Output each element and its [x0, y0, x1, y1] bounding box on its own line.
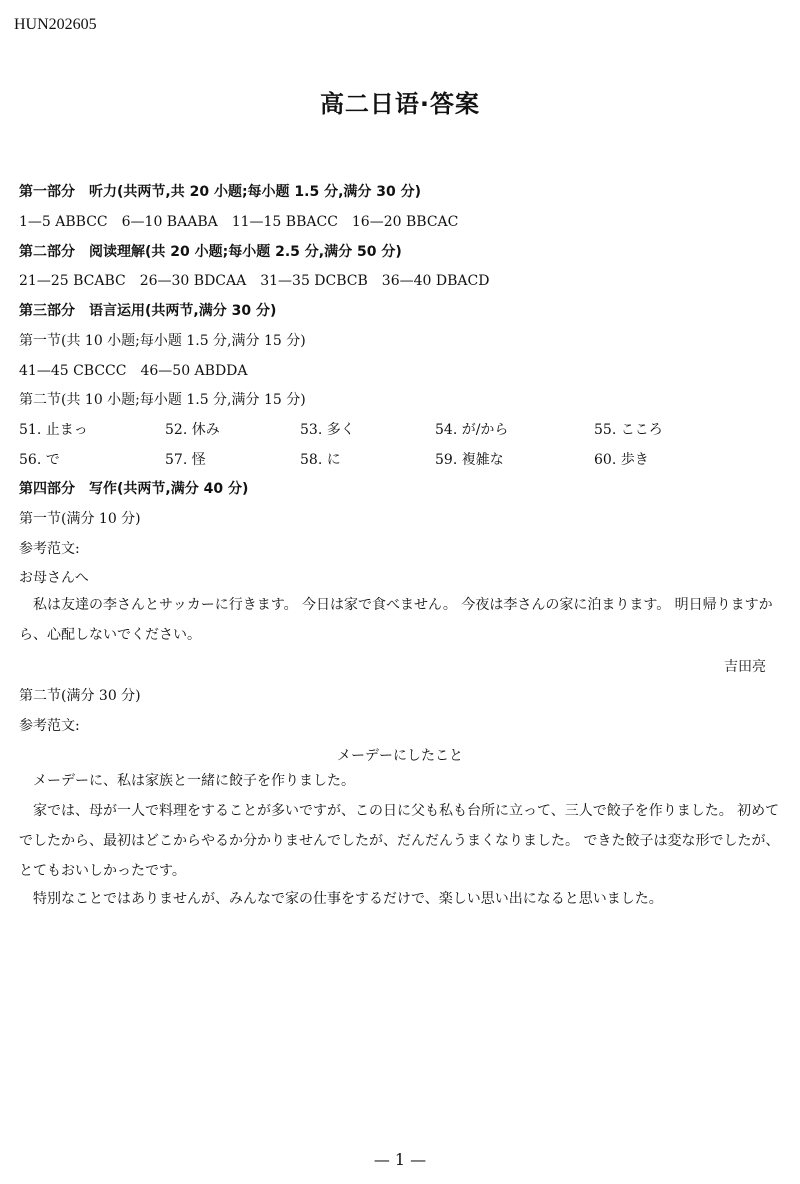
- essay-paragraph-1: メーデーに、私は家族と一緒に餃子を作りました。: [33, 773, 355, 789]
- answer-51: 51. 止まっ: [19, 422, 88, 438]
- part3-section1-answers: 41—45 CBCCC 46—50 ABDDA: [19, 363, 248, 379]
- answer-60: 60. 歩き: [594, 452, 649, 468]
- essay-paragraph-3: 特別なことではありませんが、みんなで家の仕事をするだけで、楽しい思い出になると思いました。: [33, 891, 663, 907]
- part4-heading: 第四部分 写作(共两节,满分 40 分): [19, 481, 249, 497]
- answer-58: 58. に: [300, 452, 341, 468]
- answer-56: 56. で: [19, 452, 60, 468]
- reference-label: 参考范文:: [19, 541, 80, 557]
- answer-53: 53. 多く: [300, 422, 355, 438]
- part2-heading: 第二部分 阅读理解(共 20 小题;每小题 2.5 分,满分 50 分): [19, 244, 402, 260]
- answer-54: 54. が/から: [435, 422, 509, 438]
- part3-section1-heading: 第一节(共 10 小题;每小题 1.5 分,满分 15 分): [19, 333, 306, 349]
- essay-title: メーデーにしたこと: [337, 748, 463, 764]
- answer-55: 55. こころ: [594, 422, 663, 438]
- answer-57: 57. 怪: [165, 452, 206, 468]
- part4-section2-heading: 第二节(满分 30 分): [19, 688, 141, 704]
- letter-salutation: お母さんへ: [19, 570, 89, 586]
- part4-section1-heading: 第一节(满分 10 分): [19, 511, 141, 527]
- part1-heading: 第一部分 听力(共两节,共 20 小题;每小题 1.5 分,满分 30 分): [19, 184, 422, 200]
- part3-section2-heading: 第二节(共 10 小题;每小题 1.5 分,满分 15 分): [19, 392, 306, 408]
- letter-signature: 吉田亮: [724, 659, 766, 675]
- part3-heading: 第三部分 语言运用(共两节,满分 30 分): [19, 303, 277, 319]
- page-number: — 1 —: [373, 1150, 427, 1169]
- page-title: 高二日语·答案: [319, 90, 481, 118]
- answer-59: 59. 複雑な: [435, 452, 504, 468]
- part2-answers: 21—25 BCABC 26—30 BDCAA 31—35 DCBCB 36—40 DBACD: [19, 273, 490, 289]
- answer-52: 52. 休み: [165, 422, 220, 438]
- document-code: HUN202605: [14, 16, 97, 33]
- essay-paragraph-2: 家では、母が一人で料理をすることが多いですが、この日に父も私も台所に立って、三人で餃子を作りました。 初めてでしたから、最初はどこからやるか分かりませんでしたが、だんだんうまくなりました。 できた餃子は変な形でしたが、とてもおいしかったです。: [19, 803, 780, 879]
- letter-body: 私は友達の李さんとサッカーに行きます。 今日は家で食べません。 今夜は李さんの家に泊まります。 明日帰りますから、心配しないでください。: [19, 597, 773, 643]
- part1-answers: 1—5 ABBCC 6—10 BAABA 11—15 BBACC 16—20 BBCAC: [19, 214, 459, 230]
- reference-label-2: 参考范文:: [19, 718, 80, 734]
